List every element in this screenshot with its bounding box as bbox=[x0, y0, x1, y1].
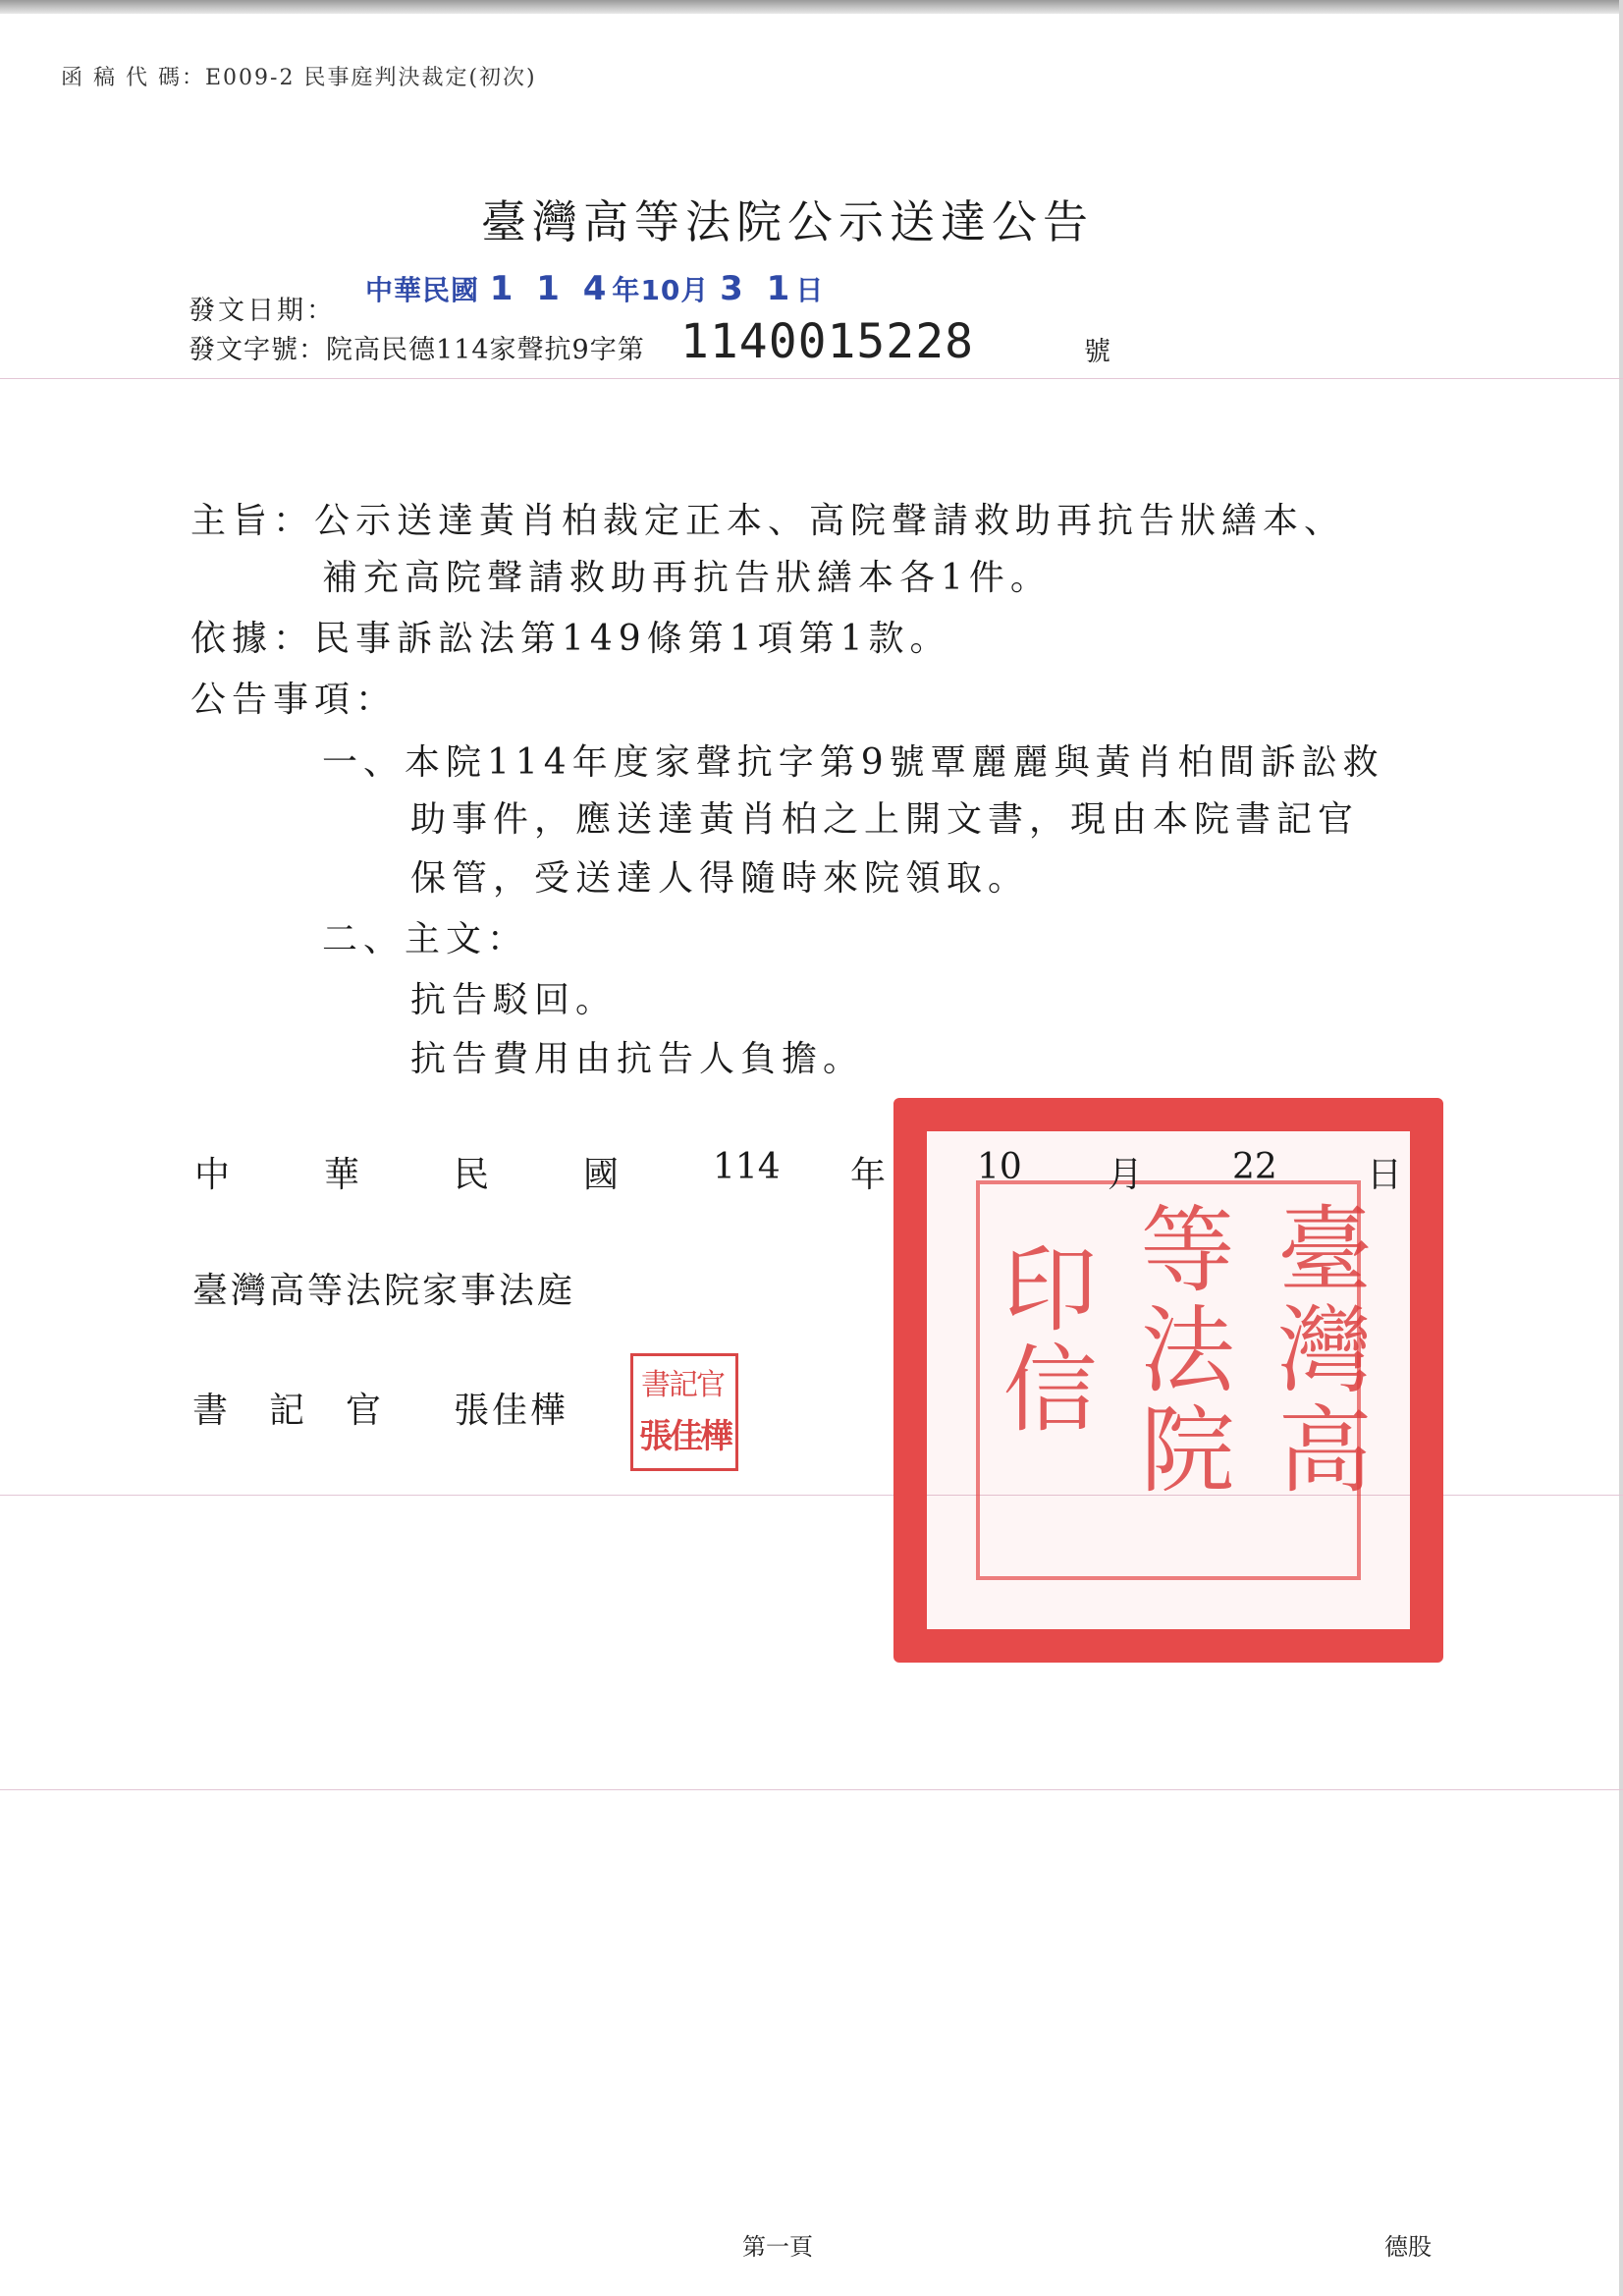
scan-top-edge bbox=[0, 0, 1623, 14]
basis-line: 依據：民事訴訟法第149條第1項第1款。 bbox=[190, 619, 951, 659]
clerk-seal-title: 書記官 bbox=[641, 1368, 724, 1402]
clerk-name: 張佳樺 bbox=[454, 1391, 569, 1431]
item-1-line-2: 助事件，應送達黃肖柏之上開文書，現由本院書記官 bbox=[410, 799, 1360, 840]
doc-number-label: 發文字號：院高民德114家聲抗9字第 bbox=[189, 335, 645, 365]
doc-number-suffix: 號 bbox=[1084, 337, 1110, 367]
issue-date-label: 發文日期： bbox=[189, 296, 336, 326]
notice-heading: 公告事項： bbox=[190, 680, 398, 720]
date-char-3: 民 bbox=[454, 1155, 490, 1195]
form-code: 函 稿 代 碼：E009-2 民事庭判決裁定(初次) bbox=[61, 66, 537, 90]
doc-number: 1140015228 bbox=[680, 314, 974, 369]
court-seal-glyphs-right: 臺灣高 bbox=[1263, 1200, 1373, 1501]
item-1-line-3: 保管，受送達人得隨時來院領取。 bbox=[410, 858, 1030, 899]
divider-line-bottom bbox=[0, 1789, 1623, 1790]
date-year: 114 bbox=[713, 1147, 781, 1187]
court-seal-glyphs-left: 印信 bbox=[988, 1239, 1098, 1440]
date-char-7: 日 bbox=[1367, 1155, 1403, 1195]
item-1-line-1: 一、本院114年度家聲抗字第9號覃麗麗與黃肖柏間訴訟救 bbox=[322, 742, 1384, 783]
date-char-5: 年 bbox=[850, 1155, 887, 1195]
subject-line-2: 補充高院聲請救助再抗告狀繕本各1件。 bbox=[322, 558, 1052, 598]
clerk-seal bbox=[630, 1353, 738, 1471]
date-month: 10 bbox=[977, 1147, 1022, 1187]
court-seal bbox=[893, 1098, 1443, 1663]
date-char-6: 月 bbox=[1108, 1155, 1144, 1195]
page-number: 第一頁 bbox=[742, 2233, 813, 2261]
date-day: 22 bbox=[1232, 1147, 1277, 1187]
item-2-heading: 二、主文： bbox=[322, 919, 529, 959]
clerk-title: 書 記 官 bbox=[192, 1391, 385, 1431]
ruling-2: 抗告費用由抗告人負擔。 bbox=[410, 1039, 865, 1079]
issue-date-stamp: 中華民國 1 1 4年10月 3 1日 bbox=[365, 269, 825, 308]
date-char-4: 國 bbox=[583, 1155, 620, 1195]
date-char-1: 中 bbox=[194, 1155, 231, 1195]
court-name: 臺灣高等法院家事法庭 bbox=[192, 1271, 576, 1311]
clerk-seal-name: 張佳樺 bbox=[639, 1417, 730, 1456]
divider-line bbox=[0, 378, 1623, 379]
division-label: 德股 bbox=[1384, 2233, 1432, 2261]
court-seal-glyphs-middle: 等法院 bbox=[1125, 1200, 1235, 1501]
subject-line-1: 主旨：公示送達黃肖柏裁定正本、高院聲請救助再抗告狀繕本、 bbox=[190, 501, 1346, 541]
ruling-1: 抗告駁回。 bbox=[410, 980, 618, 1020]
scan-right-edge bbox=[1619, 0, 1623, 2296]
document-title: 臺灣高等法院公示送達公告 bbox=[481, 195, 1094, 248]
date-char-2: 華 bbox=[324, 1155, 360, 1195]
